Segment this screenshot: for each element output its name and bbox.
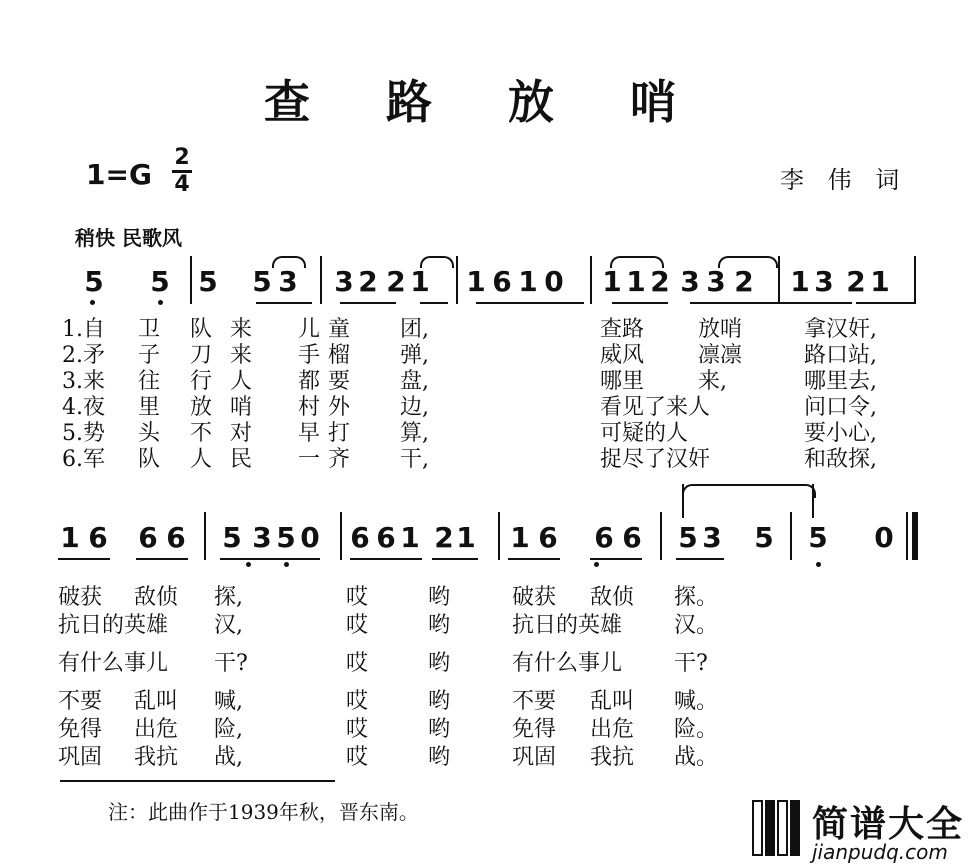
low-octave-dot [594, 562, 599, 567]
verse-word: 不要 [512, 689, 557, 714]
eighth-beam [220, 558, 320, 560]
barline [204, 512, 206, 560]
slur-end-left [682, 484, 684, 518]
eighth-beam [612, 302, 668, 304]
note-row1: 1 [466, 265, 486, 298]
note-row2: 6 [138, 521, 158, 554]
verse-word: 哟 [428, 745, 451, 770]
verse-word: 童 [328, 317, 351, 342]
verse-word: 干, [400, 447, 429, 472]
verse-word: 2.矛 [62, 343, 105, 368]
note-row1: 5 [150, 265, 170, 298]
verse-word: 看见了来人 [600, 395, 711, 420]
note-row1: 0 [544, 265, 564, 298]
note-row2: 1 [60, 521, 80, 554]
verse-word: 哪里去, [804, 369, 877, 394]
eighth-beam [476, 302, 532, 304]
verse-word: 探。 [674, 585, 719, 610]
barline [320, 256, 322, 304]
eighth-beam [590, 558, 642, 560]
note-row2: 6 [538, 521, 558, 554]
eighth-beam [420, 302, 448, 304]
verse-word: 人 [230, 369, 253, 394]
barline [456, 256, 458, 304]
verse-word: 出危 [134, 717, 179, 742]
note-row1: 6 [492, 265, 512, 298]
verse-word: 齐 [328, 447, 351, 472]
barline [498, 512, 500, 560]
slur [718, 256, 778, 268]
verse-word: 我抗 [134, 745, 179, 770]
verse-word: 哎 [346, 613, 369, 638]
verse-word: 榴 [328, 343, 351, 368]
note-row2: 0 [300, 521, 320, 554]
eighth-beam [432, 558, 478, 560]
verse-word: 弹, [400, 343, 429, 368]
verse-word: 哎 [346, 689, 369, 714]
brand-name: 简谱大全 [812, 804, 965, 845]
note-row2: 6 [622, 521, 642, 554]
verse-word: 战, [214, 745, 243, 770]
eighth-beam [800, 302, 852, 304]
lyricist-credit: 李 伟 词 [780, 166, 908, 194]
verse-word: 问口令, [804, 395, 877, 420]
time-sig-bottom: 4 [174, 172, 190, 197]
note-row1: 2 [650, 265, 670, 298]
slur [272, 256, 306, 268]
verse-word: 早 [298, 421, 321, 446]
verse-word: 汉。 [674, 613, 719, 638]
eighth-beam [528, 302, 584, 304]
time-sig-top: 2 [174, 145, 190, 170]
final-barline-thick [912, 512, 918, 560]
barline [914, 256, 916, 304]
barline [778, 256, 780, 304]
verse-word: 头 [138, 421, 161, 446]
verse-word: 不要 [58, 689, 103, 714]
note-row2: 3 [252, 521, 272, 554]
verse-word: 我抗 [590, 745, 635, 770]
verse-word: 都 [298, 369, 321, 394]
piano-keys-icon [752, 800, 802, 856]
note-row1: 1 [626, 265, 646, 298]
verse-word: 儿 [298, 317, 321, 342]
eighth-beam [856, 302, 914, 304]
verse-word: 汉, [214, 613, 243, 638]
note-row1: 3 [278, 265, 298, 298]
verse-word: 团, [400, 317, 429, 342]
verse-word: 卫 [138, 317, 161, 342]
verse-word: 要小心, [804, 421, 877, 446]
note-row2: 6 [166, 521, 186, 554]
verse-word: 免得 [58, 717, 103, 742]
note-row2: 1 [400, 521, 420, 554]
low-octave-dot [284, 562, 289, 567]
verse-word: 敌侦 [590, 585, 635, 610]
low-octave-dot [90, 300, 95, 305]
note-row2: 6 [350, 521, 370, 554]
verse-word: 4.夜 [62, 395, 105, 420]
note-row1: 5 [252, 265, 272, 298]
note-row1: 3 [680, 265, 700, 298]
note-row2: 6 [88, 521, 108, 554]
verse-word: 一 [298, 447, 321, 472]
note-row1: 2 [846, 265, 866, 298]
barline [590, 256, 592, 304]
note-row2: 1 [510, 521, 530, 554]
verse-word: 凛凛 [698, 343, 743, 368]
verse-word: 哟 [428, 651, 451, 676]
note-row1: 1 [518, 265, 538, 298]
eighth-beam [340, 302, 396, 304]
slur [610, 256, 664, 268]
note-row2: 6 [376, 521, 396, 554]
verse-word: 敌侦 [134, 585, 179, 610]
verse-word: 民 [230, 447, 253, 472]
verse-word: 1.自 [62, 317, 105, 342]
note-row2: 5 [754, 521, 774, 554]
note-row2: 5 [276, 521, 296, 554]
note-row2: 5 [678, 521, 698, 554]
eighth-beam [58, 558, 110, 560]
note-row1: 1 [410, 265, 430, 298]
verse-word: 抗日的英雄 [512, 613, 623, 638]
note-row2: 2 [434, 521, 454, 554]
verse-word: 人 [190, 447, 213, 472]
verse-word: 来 [230, 317, 253, 342]
verse-word: 放哨 [698, 317, 743, 342]
verse-word: 哟 [428, 585, 451, 610]
barline [190, 256, 192, 304]
verse-word: 抗日的英雄 [58, 613, 169, 638]
verse-word: 哟 [428, 613, 451, 638]
verse-word: 哟 [428, 689, 451, 714]
slur-end-right [812, 484, 814, 518]
note-row1: 5 [84, 265, 104, 298]
note-row1: 2 [358, 265, 378, 298]
verse-word: 队 [190, 317, 213, 342]
footnote: 注：此曲作于1939年秋，晋东南。 [108, 800, 419, 824]
verse-word: 战。 [674, 745, 719, 770]
verse-word: 要 [328, 369, 351, 394]
verse-word: 哨 [230, 395, 253, 420]
note-row1: 3 [814, 265, 834, 298]
verse-word: 和敌探, [804, 447, 877, 472]
verse-word: 路口站, [804, 343, 877, 368]
key-signature: 1=G [86, 158, 152, 191]
verse-word: 算, [400, 421, 429, 446]
verse-word: 哟 [428, 717, 451, 742]
verse-word: 拿汉奸, [804, 317, 877, 342]
verse-word: 破获 [512, 585, 557, 610]
eighth-beam [676, 558, 724, 560]
note-row1: 5 [198, 265, 218, 298]
verse-word: 巩固 [512, 745, 557, 770]
note-row2: 5 [222, 521, 242, 554]
eighth-beam [136, 558, 188, 560]
barline [660, 512, 662, 560]
note-row1: 1 [790, 265, 810, 298]
brand-url: jianpudq.com [812, 840, 948, 864]
eighth-beam [744, 302, 800, 304]
verse-word: 对 [230, 421, 253, 446]
tempo-marking: 稍快 民歌风 [75, 226, 182, 250]
verse-word: 险。 [674, 717, 719, 742]
verse-word: 哎 [346, 745, 369, 770]
verse-word: 来 [230, 343, 253, 368]
verse-word: 可疑的人 [600, 421, 689, 446]
low-octave-dot [246, 562, 251, 567]
verse-word: 免得 [512, 717, 557, 742]
verse-word: 外 [328, 395, 351, 420]
note-row1: 3 [334, 265, 354, 298]
note-row2: 0 [874, 521, 894, 554]
slur [420, 256, 454, 268]
final-barline-thin [906, 512, 908, 560]
verse-word: 出危 [590, 717, 635, 742]
verse-word: 子 [138, 343, 161, 368]
verse-word: 里 [138, 395, 161, 420]
note-row2: 3 [702, 521, 722, 554]
verse-word: 哎 [346, 585, 369, 610]
verse-word: 手 [298, 343, 321, 368]
eighth-beam [256, 302, 312, 304]
verse-word: 队 [138, 447, 161, 472]
verse-word: 乱叫 [590, 689, 635, 714]
note-row1: 2 [734, 265, 754, 298]
note-row2: 5 [808, 521, 828, 554]
eighth-beam [508, 558, 560, 560]
note-row2: 1 [456, 521, 476, 554]
verse-word: 有什么事儿 [512, 651, 623, 676]
low-octave-dot [816, 562, 821, 567]
verse-word: 哪里 [600, 369, 645, 394]
verse-word: 行 [190, 369, 213, 394]
note-row1: 2 [386, 265, 406, 298]
verse-word: 往 [138, 369, 161, 394]
verse-word: 来, [698, 369, 727, 394]
note-row1: 1 [870, 265, 890, 298]
verse-word: 6.军 [62, 447, 105, 472]
verse-word: 威风 [600, 343, 645, 368]
verse-word: 打 [328, 421, 351, 446]
verse-word: 5.势 [62, 421, 105, 446]
note-row1: 1 [602, 265, 622, 298]
verse-word: 哎 [346, 651, 369, 676]
verse-word: 有什么事儿 [58, 651, 169, 676]
verse-word: 破获 [58, 585, 103, 610]
verse-word: 查路 [600, 317, 645, 342]
verse-word: 喊, [214, 689, 243, 714]
verse-word: 哎 [346, 717, 369, 742]
verse-word: 乱叫 [134, 689, 179, 714]
eighth-beam [690, 302, 744, 304]
note-row2: 6 [594, 521, 614, 554]
time-signature [170, 146, 194, 197]
verse-word: 巩固 [58, 745, 103, 770]
verse-word: 放 [190, 395, 213, 420]
verse-word: 险, [214, 717, 243, 742]
footnote-rule [60, 780, 335, 782]
verse-word: 探, [214, 585, 243, 610]
verse-word: 捉尽了汉奸 [600, 447, 711, 472]
verse-word: 边, [400, 395, 429, 420]
verse-word: 盘, [400, 369, 429, 394]
eighth-beam [350, 558, 422, 560]
song-title: 查 路 放 哨 [263, 75, 707, 129]
verse-word: 不 [190, 421, 213, 446]
low-octave-dot [158, 300, 163, 305]
verse-word: 村 [298, 395, 321, 420]
tie [682, 484, 816, 498]
verse-word: 刀 [190, 343, 213, 368]
verse-word: 喊。 [674, 689, 719, 714]
barline [340, 512, 342, 560]
verse-word: 干? [674, 651, 708, 676]
barline [790, 512, 792, 560]
note-row1: 3 [706, 265, 726, 298]
verse-word: 3.来 [62, 369, 105, 394]
verse-word: 干? [214, 651, 248, 676]
